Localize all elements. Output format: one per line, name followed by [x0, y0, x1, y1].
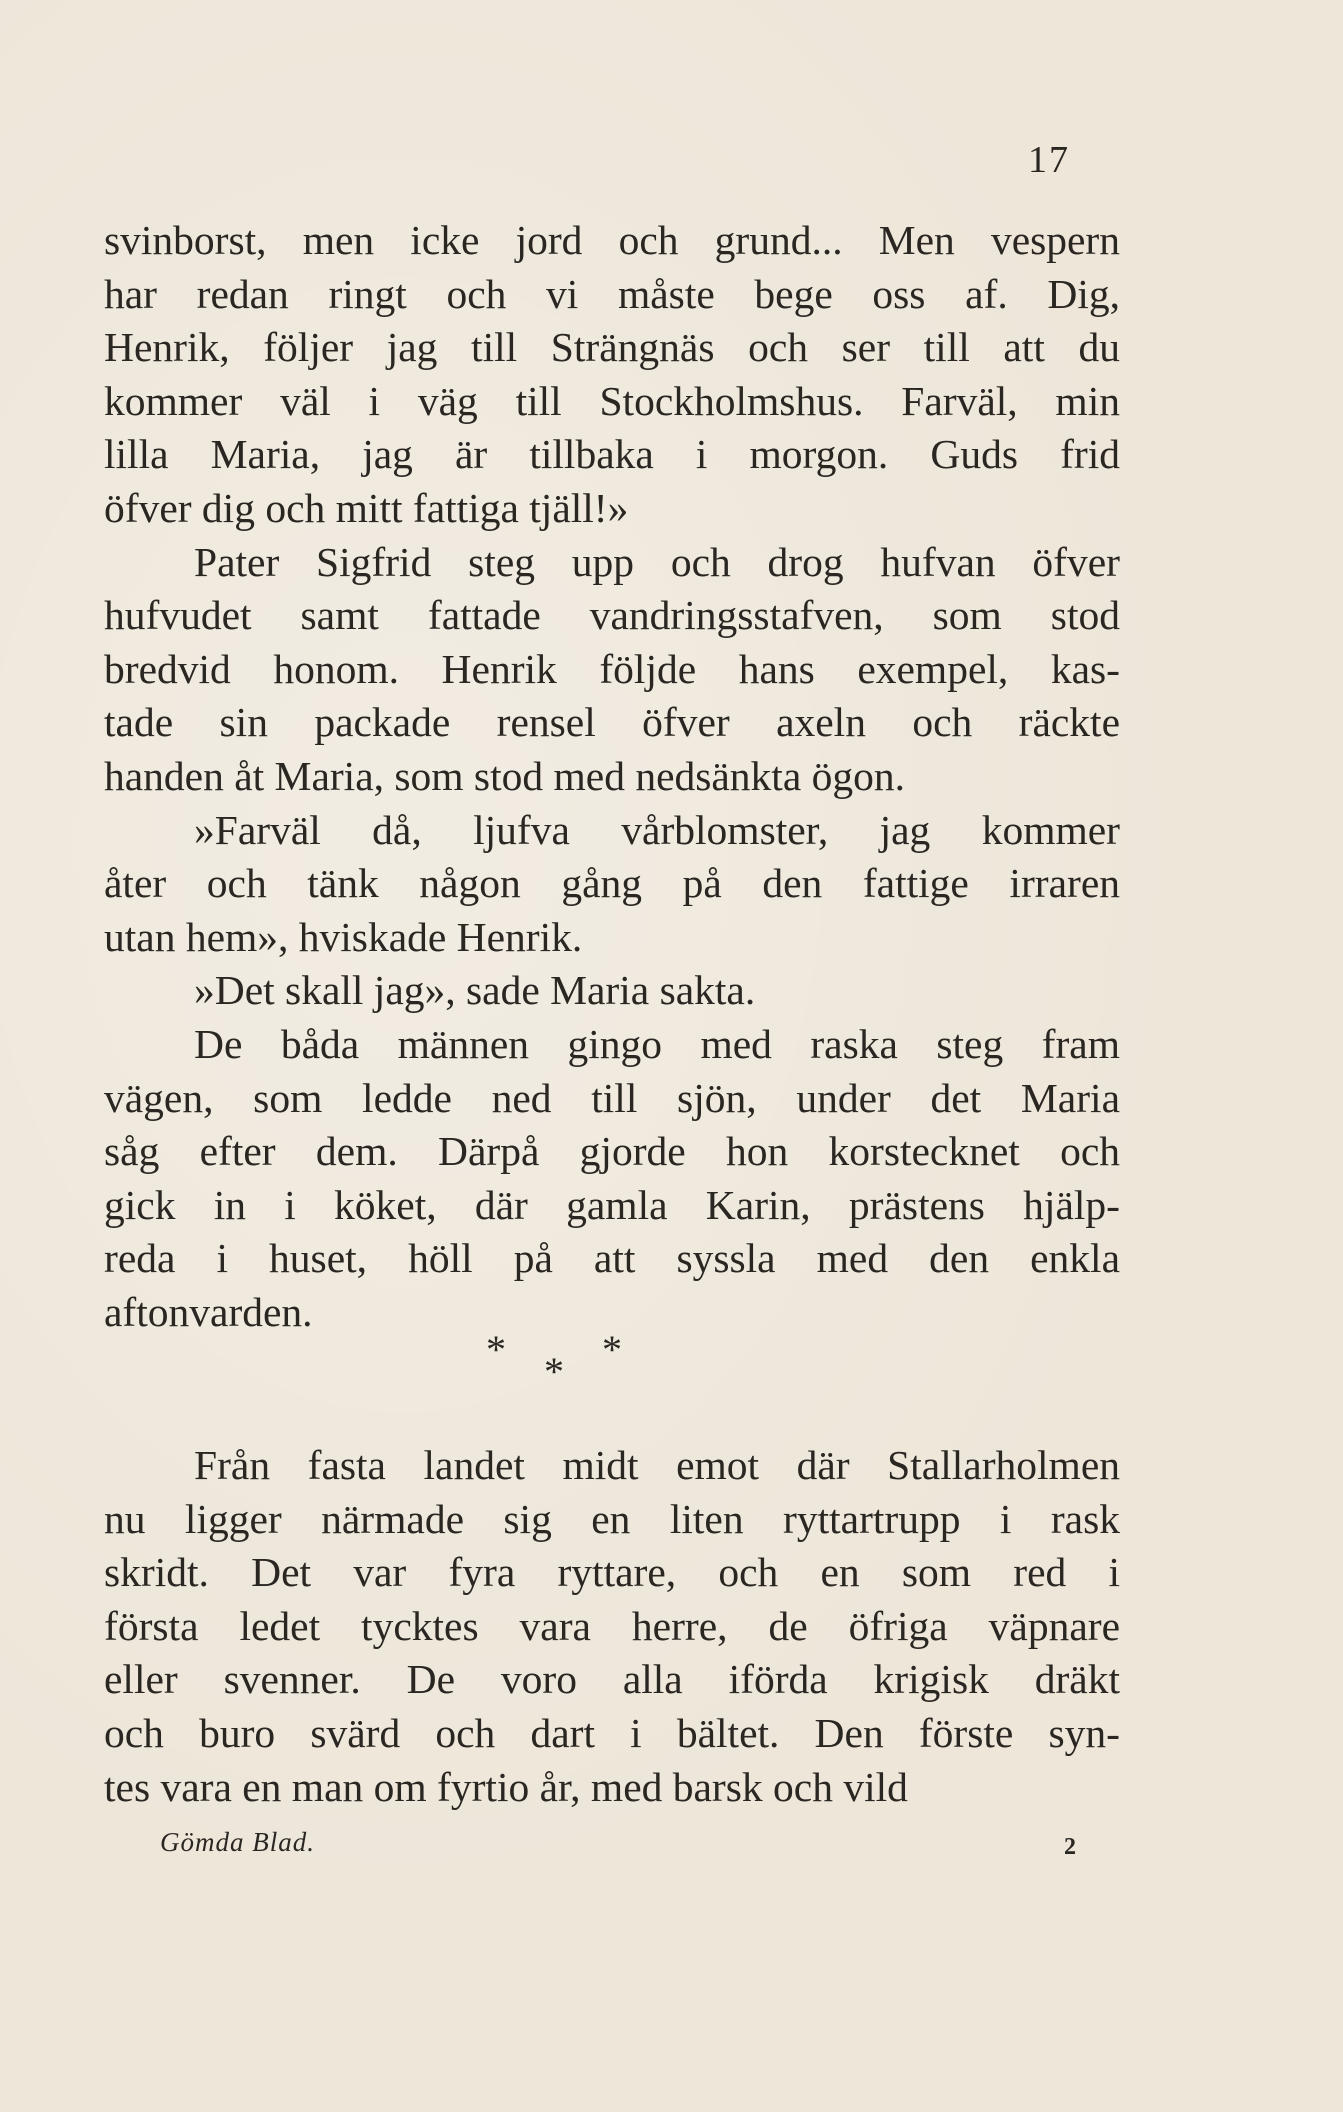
asterisk: *	[544, 1349, 564, 1394]
asterisk: *	[486, 1327, 506, 1372]
text-line: Henrik, följer jag till Strängnäs och ser till att du	[104, 324, 1120, 371]
text-line: »Det skall jag», sade Maria sakta.	[194, 967, 756, 1014]
text-line: skridt. Det var fyra ryttare, och en som red i	[104, 1549, 1120, 1596]
text-line: De båda männen gingo med raska steg fram	[194, 1020, 1120, 1067]
text-line: aftonvarden.	[104, 1288, 313, 1335]
body-text-lower	[104, 1439, 1120, 1814]
text-line: har redan ringt och vi måste bege oss af. Dig,	[104, 270, 1120, 317]
text-line: tes vara en man om fyrtio år, med barsk och vild	[104, 1763, 908, 1810]
text-line: lilla Maria, jag är tillbaka i morgon. Guds frid	[104, 431, 1120, 478]
text-line: Pater Sigfrid steg upp och drog hufvan öfver	[194, 538, 1120, 585]
section-separator	[470, 1326, 750, 1416]
signature-mark: 2	[1064, 1834, 1076, 1860]
text-line: tade sin packade rensel öfver axeln och räckte	[104, 699, 1120, 746]
text-line: »Farväl då, ljufva vårblomster, jag kommer	[194, 806, 1120, 853]
text-line: eller svenner. De voro alla iförda krigisk dräkt	[104, 1656, 1120, 1703]
text-line: svinborst, men icke jord och grund... Men vespern	[104, 217, 1120, 263]
text-line: och buro svärd och dart i bältet. Den förste syn-	[104, 1709, 1120, 1756]
body-text-upper	[104, 214, 1120, 1339]
text-line: bredvid honom. Henrik följde hans exempel, kas-	[104, 645, 1120, 692]
text-line: såg efter dem. Därpå gjorde hon korstecknet och	[104, 1128, 1120, 1175]
text-line: åter och tänk någon gång på den fattige irraren	[104, 860, 1120, 907]
text-line: kommer väl i väg till Stockholmshus. Farväl, min	[104, 377, 1120, 424]
text-line: handen åt Maria, som stod med nedsänkta ögon.	[104, 752, 906, 799]
text-line: hufvudet samt fattade vandringsstafven, som stod	[104, 592, 1120, 639]
text-line: vägen, som ledde ned till sjön, under det Maria	[104, 1074, 1120, 1121]
text-line: nu ligger närmade sig en liten ryttartrupp i rask	[104, 1495, 1120, 1542]
text-line: utan hem», hviskade Henrik.	[104, 913, 583, 960]
text-line: öfver dig och mitt fattiga tjäll!»	[104, 484, 629, 531]
running-footer-title: Gömda Blad.	[160, 1827, 315, 1857]
page-number: 17	[1028, 139, 1070, 181]
text-line: första ledet tycktes vara herre, de öfriga väpnare	[104, 1602, 1120, 1649]
asterisk: *	[602, 1327, 622, 1372]
text-line: Från fasta landet midt emot där Stallarholmen	[194, 1442, 1120, 1488]
text-line: gick in i köket, där gamla Karin, prästens hjälp-	[104, 1181, 1120, 1228]
text-line: reda i huset, höll på att syssla med den enkla	[104, 1235, 1120, 1282]
